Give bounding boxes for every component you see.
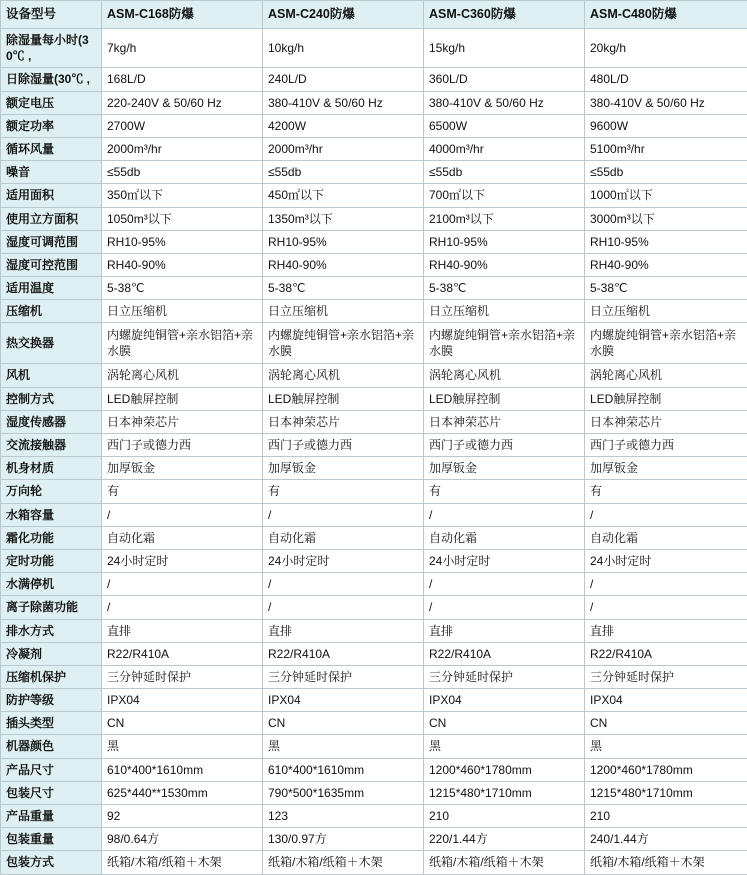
table-cell: 自动化霜: [585, 526, 747, 549]
table-row: [1, 851, 747, 874]
row-label: 适用面积: [1, 184, 102, 207]
row-label: 万向轮: [1, 480, 102, 503]
table-row: [1, 434, 747, 457]
table-cell: 700㎡以下: [424, 184, 585, 207]
table-cell: 有: [424, 480, 585, 503]
row-label: 日除湿量(30℃ ,: [1, 68, 102, 91]
table-cell: 5-38℃: [263, 277, 424, 300]
table-cell: 自动化霜: [102, 526, 263, 549]
row-label: 压缩机: [1, 300, 102, 323]
table-cell: CN: [263, 712, 424, 735]
table-cell: 西门子或德力西: [102, 434, 263, 457]
table-row: [1, 114, 747, 137]
table-cell: 350㎡以下: [102, 184, 263, 207]
table-cell: /: [102, 573, 263, 596]
row-label: 循环风量: [1, 137, 102, 160]
table-cell: 西门子或德力西: [585, 434, 747, 457]
row-label: 包装方式: [1, 851, 102, 874]
table-cell: RH40-90%: [585, 253, 747, 276]
table-cell: CN: [102, 712, 263, 735]
row-label: 机器颜色: [1, 735, 102, 758]
row-label: 噪音: [1, 161, 102, 184]
table-row: [1, 549, 747, 572]
row-label: 包装尺寸: [1, 781, 102, 804]
header-cell-model: 设备型号: [1, 1, 102, 29]
table-cell: 西门子或德力西: [263, 434, 424, 457]
row-label: 产品尺寸: [1, 758, 102, 781]
row-label: 冷凝剂: [1, 642, 102, 665]
table-cell: 220-240V & 50/60 Hz: [102, 91, 263, 114]
table-row: [1, 665, 747, 688]
table-cell: 5100m³/hr: [585, 137, 747, 160]
table-cell: 日本神荣芯片: [585, 410, 747, 433]
table-cell: 黑: [424, 735, 585, 758]
table-cell: LED触屏控制: [102, 387, 263, 410]
table-cell: IPX04: [424, 689, 585, 712]
table-cell: 加厚钣金: [585, 457, 747, 480]
table-cell: 1200*460*1780mm: [424, 758, 585, 781]
row-label: 除湿量每小时(30℃ ,: [1, 29, 102, 68]
row-label: 压缩机保护: [1, 665, 102, 688]
table-cell: LED触屏控制: [424, 387, 585, 410]
table-row: [1, 161, 747, 184]
table-cell: 加厚钣金: [424, 457, 585, 480]
table-cell: 220/1.44方: [424, 828, 585, 851]
table-cell: 有: [585, 480, 747, 503]
table-cell: 1200*460*1780mm: [585, 758, 747, 781]
table-row: [1, 712, 747, 735]
table-cell: 1350m³以下: [263, 207, 424, 230]
table-cell: 790*500*1635mm: [263, 781, 424, 804]
table-cell: 三分钟延时保护: [424, 665, 585, 688]
table-header: [1, 1, 747, 29]
row-label: 产品重量: [1, 805, 102, 828]
row-label: 插头类型: [1, 712, 102, 735]
table-cell: 日立压缩机: [102, 300, 263, 323]
table-cell: IPX04: [263, 689, 424, 712]
table-cell: RH10-95%: [102, 230, 263, 253]
table-cell: 24小时定时: [424, 549, 585, 572]
table-row: [1, 207, 747, 230]
table-cell: 三分钟延时保护: [263, 665, 424, 688]
table-cell: 380-410V & 50/60 Hz: [585, 91, 747, 114]
table-cell: /: [424, 503, 585, 526]
table-cell: /: [585, 503, 747, 526]
table-cell: 纸箱/木箱/纸箱＋木架: [263, 851, 424, 874]
table-cell: 380-410V & 50/60 Hz: [263, 91, 424, 114]
table-cell: 日立压缩机: [424, 300, 585, 323]
table-row: [1, 29, 747, 68]
table-cell: 210: [585, 805, 747, 828]
table-cell: LED触屏控制: [585, 387, 747, 410]
table-cell: 日本神荣芯片: [263, 410, 424, 433]
row-label: 使用立方面积: [1, 207, 102, 230]
row-label: 机身材质: [1, 457, 102, 480]
row-label: 适用温度: [1, 277, 102, 300]
table-cell: 9600W: [585, 114, 747, 137]
table-cell: RH40-90%: [263, 253, 424, 276]
table-cell: 日立压缩机: [585, 300, 747, 323]
table-cell: CN: [424, 712, 585, 735]
table-cell: 内螺旋纯铜管+亲水铝箔+亲水膜: [102, 323, 263, 364]
table-cell: 黑: [263, 735, 424, 758]
table-row: [1, 573, 747, 596]
table-cell: 92: [102, 805, 263, 828]
table-cell: 3000m³以下: [585, 207, 747, 230]
table-cell: ≤55db: [424, 161, 585, 184]
table-cell: 5-38℃: [585, 277, 747, 300]
table-row: [1, 323, 747, 364]
table-row: [1, 619, 747, 642]
table-cell: /: [424, 596, 585, 619]
table-cell: 有: [102, 480, 263, 503]
table-cell: 7kg/h: [102, 29, 263, 68]
table-row: [1, 735, 747, 758]
table-cell: 610*400*1610mm: [102, 758, 263, 781]
table-cell: 380-410V & 50/60 Hz: [424, 91, 585, 114]
table-cell: 210: [424, 805, 585, 828]
table-cell: 直排: [263, 619, 424, 642]
table-row: [1, 387, 747, 410]
table-cell: RH40-90%: [424, 253, 585, 276]
table-cell: R22/R410A: [102, 642, 263, 665]
table-cell: 自动化霜: [424, 526, 585, 549]
table-cell: 黑: [585, 735, 747, 758]
row-label: 湿度可控范围: [1, 253, 102, 276]
table-cell: 纸箱/木箱/纸箱＋木架: [585, 851, 747, 874]
header-cell-c240: ASM-C240防爆: [263, 1, 424, 29]
table-cell: /: [102, 503, 263, 526]
table-cell: 130/0.97方: [263, 828, 424, 851]
table-cell: 直排: [424, 619, 585, 642]
table-cell: 涡轮离心风机: [424, 364, 585, 387]
table-cell: R22/R410A: [585, 642, 747, 665]
table-cell: 1215*480*1710mm: [585, 781, 747, 804]
table-cell: 直排: [102, 619, 263, 642]
table-row: [1, 503, 747, 526]
table-cell: 625*440**1530mm: [102, 781, 263, 804]
row-label: 离子除菌功能: [1, 596, 102, 619]
table-cell: 24小时定时: [102, 549, 263, 572]
table-row: [1, 300, 747, 323]
table-cell: 加厚钣金: [102, 457, 263, 480]
table-cell: /: [102, 596, 263, 619]
table-cell: 内螺旋纯铜管+亲水铝箔+亲水膜: [263, 323, 424, 364]
table-cell: IPX04: [585, 689, 747, 712]
row-label: 霜化功能: [1, 526, 102, 549]
table-cell: /: [263, 573, 424, 596]
table-cell: /: [585, 573, 747, 596]
row-label: 水满停机: [1, 573, 102, 596]
table-body: [1, 29, 747, 875]
table-cell: 1000㎡以下: [585, 184, 747, 207]
table-cell: 涡轮离心风机: [585, 364, 747, 387]
table-cell: /: [263, 596, 424, 619]
table-cell: /: [585, 596, 747, 619]
table-cell: 三分钟延时保护: [102, 665, 263, 688]
table-cell: 98/0.64方: [102, 828, 263, 851]
row-label: 排水方式: [1, 619, 102, 642]
table-cell: 5-38℃: [424, 277, 585, 300]
row-label: 湿度可调范围: [1, 230, 102, 253]
table-cell: 4200W: [263, 114, 424, 137]
table-cell: R22/R410A: [263, 642, 424, 665]
table-cell: /: [263, 503, 424, 526]
table-row: [1, 230, 747, 253]
table-row: [1, 689, 747, 712]
table-row: [1, 642, 747, 665]
table-row: [1, 137, 747, 160]
table-row: [1, 596, 747, 619]
header-cell-c168: ASM-C168防爆: [102, 1, 263, 29]
table-cell: 24小时定时: [263, 549, 424, 572]
table-cell: R22/R410A: [424, 642, 585, 665]
table-cell: 2000m³/hr: [263, 137, 424, 160]
table-cell: 20kg/h: [585, 29, 747, 68]
row-label: 防护等级: [1, 689, 102, 712]
table-cell: RH10-95%: [424, 230, 585, 253]
table-cell: /: [424, 573, 585, 596]
table-cell: 360L/D: [424, 68, 585, 91]
row-label: 交流接触器: [1, 434, 102, 457]
table-row: [1, 758, 747, 781]
table-row: [1, 364, 747, 387]
table-cell: 日立压缩机: [263, 300, 424, 323]
row-label: 控制方式: [1, 387, 102, 410]
table-cell: 15kg/h: [424, 29, 585, 68]
table-row: [1, 480, 747, 503]
table-cell: CN: [585, 712, 747, 735]
table-cell: 123: [263, 805, 424, 828]
row-label: 包装重量: [1, 828, 102, 851]
table-row: [1, 410, 747, 433]
table-cell: IPX04: [102, 689, 263, 712]
table-cell: 5-38℃: [102, 277, 263, 300]
table-cell: 1215*480*1710mm: [424, 781, 585, 804]
table-cell: 涡轮离心风机: [263, 364, 424, 387]
table-cell: 2100m³以下: [424, 207, 585, 230]
table-cell: 1050m³以下: [102, 207, 263, 230]
header-cell-c360: ASM-C360防爆: [424, 1, 585, 29]
table-cell: ≤55db: [585, 161, 747, 184]
table-cell: 纸箱/木箱/纸箱＋木架: [102, 851, 263, 874]
table-row: [1, 184, 747, 207]
row-label: 风机: [1, 364, 102, 387]
table-cell: RH40-90%: [102, 253, 263, 276]
table-cell: ≤55db: [102, 161, 263, 184]
row-label: 水箱容量: [1, 503, 102, 526]
header-cell-c480: ASM-C480防爆: [585, 1, 747, 29]
table-cell: RH10-95%: [585, 230, 747, 253]
table-cell: 4000m³/hr: [424, 137, 585, 160]
table-cell: 自动化霜: [263, 526, 424, 549]
table-cell: 2700W: [102, 114, 263, 137]
table-cell: 24小时定时: [585, 549, 747, 572]
table-row: [1, 828, 747, 851]
table-cell: 日本神荣芯片: [102, 410, 263, 433]
table-cell: 内螺旋纯铜管+亲水铝箔+亲水膜: [585, 323, 747, 364]
table-cell: 240L/D: [263, 68, 424, 91]
row-label: 定时功能: [1, 549, 102, 572]
table-cell: 10kg/h: [263, 29, 424, 68]
table-row: [1, 457, 747, 480]
table-cell: 2000m³/hr: [102, 137, 263, 160]
table-row: [1, 68, 747, 91]
table-cell: 168L/D: [102, 68, 263, 91]
row-label: 额定功率: [1, 114, 102, 137]
table-cell: ≤55db: [263, 161, 424, 184]
table-cell: 加厚钣金: [263, 457, 424, 480]
table-cell: LED触屏控制: [263, 387, 424, 410]
table-cell: 450㎡以下: [263, 184, 424, 207]
table-cell: 直排: [585, 619, 747, 642]
table-cell: 有: [263, 480, 424, 503]
table-cell: RH10-95%: [263, 230, 424, 253]
table-row: [1, 526, 747, 549]
row-label: 热交换器: [1, 323, 102, 364]
table-row: [1, 781, 747, 804]
table-row: [1, 91, 747, 114]
table-cell: 黑: [102, 735, 263, 758]
table-cell: 内螺旋纯铜管+亲水铝箔+亲水膜: [424, 323, 585, 364]
row-label: 额定电压: [1, 91, 102, 114]
table-cell: 240/1.44方: [585, 828, 747, 851]
table-cell: 纸箱/木箱/纸箱＋木架: [424, 851, 585, 874]
table-row: [1, 277, 747, 300]
table-cell: 610*400*1610mm: [263, 758, 424, 781]
table-cell: 西门子或德力西: [424, 434, 585, 457]
table-cell: 480L/D: [585, 68, 747, 91]
table-row: [1, 253, 747, 276]
table-cell: 日本神荣芯片: [424, 410, 585, 433]
table-cell: 三分钟延时保护: [585, 665, 747, 688]
table-header-row: [1, 1, 747, 29]
table-row: [1, 805, 747, 828]
table-cell: 涡轮离心风机: [102, 364, 263, 387]
table-cell: 6500W: [424, 114, 585, 137]
row-label: 湿度传感器: [1, 410, 102, 433]
